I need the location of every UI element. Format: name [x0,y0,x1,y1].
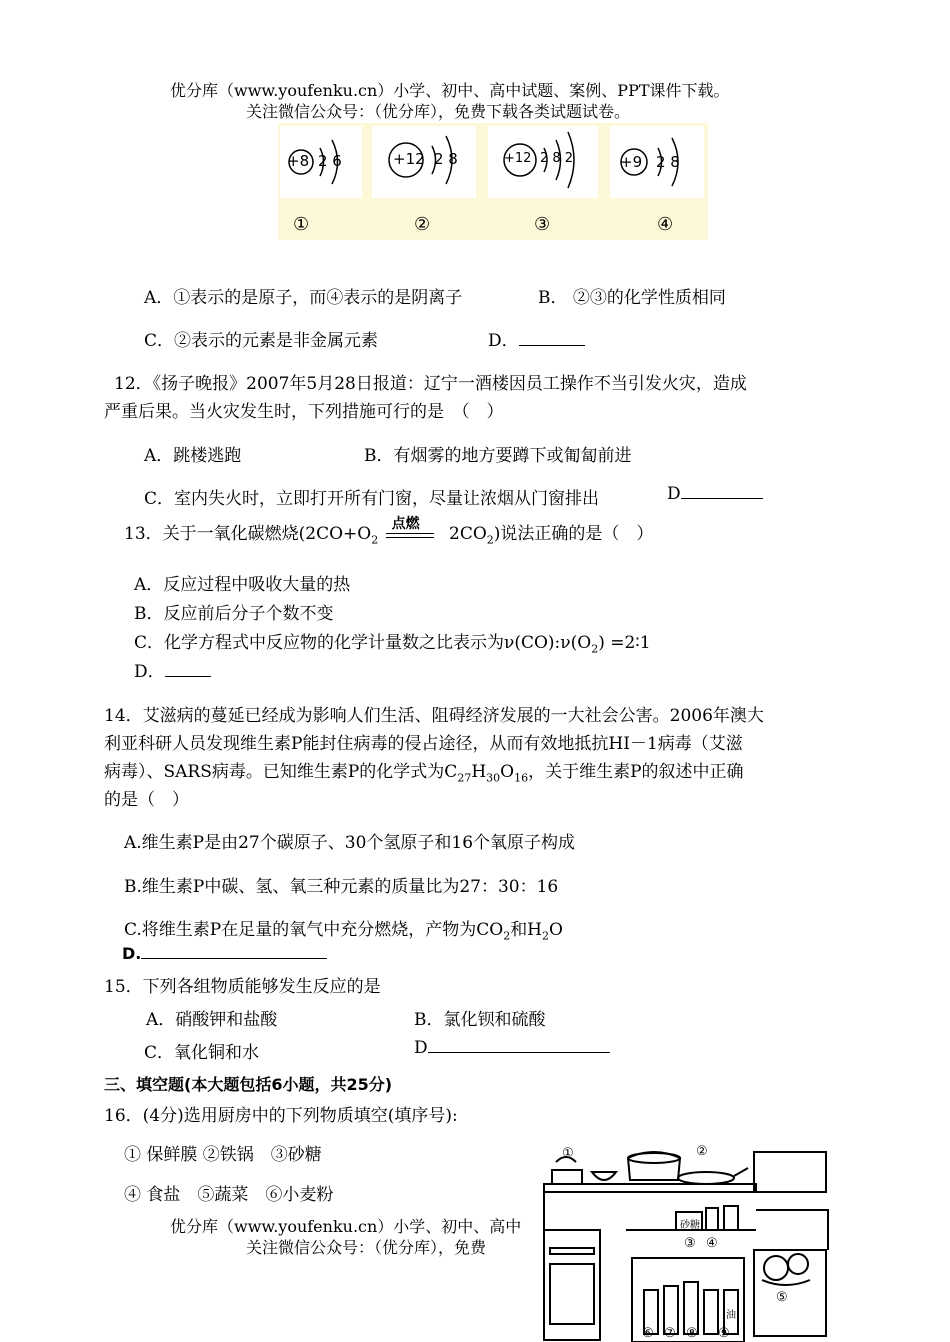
q13-reaction-condition: 点燃 [391,515,420,532]
q13-option-a: A．反应过程中吸收大量的热 [134,575,351,595]
q12-answer-blank[interactable] [681,497,763,499]
q14-option-d: D. [122,944,327,963]
q15-option-d: D [414,1038,610,1058]
q13-option-d: D． [134,657,211,682]
kitchen-jar-label: 砂糖 [680,1220,700,1231]
atom-index-2: ② [414,214,431,235]
q14-option-b: B.维生素P中碳、氢、氧三种元素的质量比为27：30：16 [124,877,559,897]
q14-stem-line-1: 14．艾滋病的蔓延已经成为影响人们生活、阻碍经济发展的一大社会公害。2006年澳大 [104,706,764,726]
atom-index-3: ③ [534,214,551,235]
q11-option-b: B． ②③的化学性质相同 [538,288,726,308]
shell-electrons-2: 2 8 [434,150,458,168]
q12-stem-line-2: 严重后果。当火灾发生时，下列措施可行的是 （ ） [104,402,504,422]
shell-electrons-4: 2 8 [656,153,680,171]
kitchen-label-5: ⑤ [776,1290,788,1305]
q15-option-b: B．氯化钡和硫酸 [414,1010,546,1030]
kitchen-label-9: ⑨ [718,1326,730,1341]
q12-option-c: C．室内失火时，立即打开所有门窗，尽量让浓烟从门窗排出 [144,489,600,509]
q13-option-b: B．反应前后分子个数不变 [134,604,334,624]
q12-option-a: A．跳楼逃跑 [144,446,242,466]
q14-stem-line-4: 的是（ ） [104,790,189,810]
q16-items-line-1: ① 保鲜膜 ②铁锅 ③砂糖 [124,1145,322,1165]
q13-stem: 13．关于一氧化碳燃烧($2CO+O_2$ 点燃 $2CO_2$)说法正确的是（ ） [124,519,653,546]
nucleus-label-2: +12 [393,150,425,168]
q16-items-line-2: ④ 食盐 ⑤蔬菜 ⑥小麦粉 [124,1185,334,1205]
q11-answer-blank[interactable] [519,344,585,346]
q11-option-a: A．①表示的是原子，而④表示的是阴离子 [144,288,463,308]
q15-option-a: A．硝酸钾和盐酸 [146,1010,278,1030]
q16-stem: 16．(4分)选用厨房中的下列物质填空(填序号): [104,1106,458,1126]
q11-option-c: C．②表示的元素是非金属元素 [144,331,379,351]
kitchen-label-1: ① [562,1146,574,1161]
nucleus-label-3: +12 [504,151,532,166]
kitchen-label-6: ⑥ [642,1326,654,1341]
kitchen-label-2: ② [696,1144,708,1159]
shell-electrons-3: 2 8 2 [540,151,574,166]
q13-option-c: C．化学方程式中反应物的化学计量数之比表示为$\nu(CO):\nu(O_2)$ =2∶1 [134,633,651,656]
q15-answer-blank[interactable] [428,1051,610,1053]
kitchen-label-8: ⑧ [686,1326,698,1341]
q14-stem-line-2: 利亚科研人员发现维生素P能封住病毒的侵占途径，从而有效地抵抗HI－1病毒（艾滋 [104,734,743,754]
header-line-2: 关注微信公众号：（优分库），免费下载各类试题试卷。 [246,102,631,121]
footer-line-1: 优分库（www.youfenku.cn）小学、初中、高中 [170,1217,522,1236]
nucleus-label-1: +8 [287,152,310,170]
q12-option-b: B．有烟雾的地方要蹲下或匍匐前进 [364,446,632,466]
kitchen-label-3: ③ [684,1236,696,1251]
q15-stem: 15．下列各组物质能够发生反应的是 [104,977,381,997]
atom-index-1: ① [293,214,310,235]
kitchen-label-4: ④ [706,1236,718,1251]
atom-index-4: ④ [657,214,674,235]
q11-option-d: D． [488,326,585,351]
section-3-title: 三、填空题(本大题包括6小题，共25分) [104,1075,393,1094]
shell-electrons-1: 2 6 [318,152,342,170]
q12-stem-line-1: 12．《扬子晚报》2007年5月28日报道：辽宁一酒楼因员工操作不当引发火灾，造成 [114,374,747,394]
kitchen-illustration [536,1140,836,1342]
q14-option-a: A.维生素P是由27个碳原子、30个氢原子和16个氧原子构成 [124,833,576,853]
kitchen-label-7: ⑦ [664,1326,676,1341]
q15-option-c: C．氧化铜和水 [144,1043,260,1063]
header-line-1: 优分库（www.youfenku.cn）小学、初中、高中试题、案例、PPT课件下载。 [170,81,730,100]
nucleus-label-4: +9 [620,153,643,171]
q13-answer-blank[interactable] [165,675,211,677]
q12-option-d: D [667,484,763,504]
q14-option-c: C.将维生素P在足量的氧气中充分燃烧，产物为$CO_2$和$H_2O$ [124,920,563,943]
q14-stem-line-3: 病毒）、SARS病毒。已知维生素P的化学式为$C_{27}H_{30}O_{16}$，关于维生素P的叙述中正确 [104,762,744,785]
footer-line-2: 关注微信公众号：（优分库），免费 [246,1238,487,1257]
q13-reaction-arrow [386,515,442,543]
q14-answer-blank[interactable] [141,957,327,959]
kitchen-oil-label: 油 [726,1310,736,1321]
